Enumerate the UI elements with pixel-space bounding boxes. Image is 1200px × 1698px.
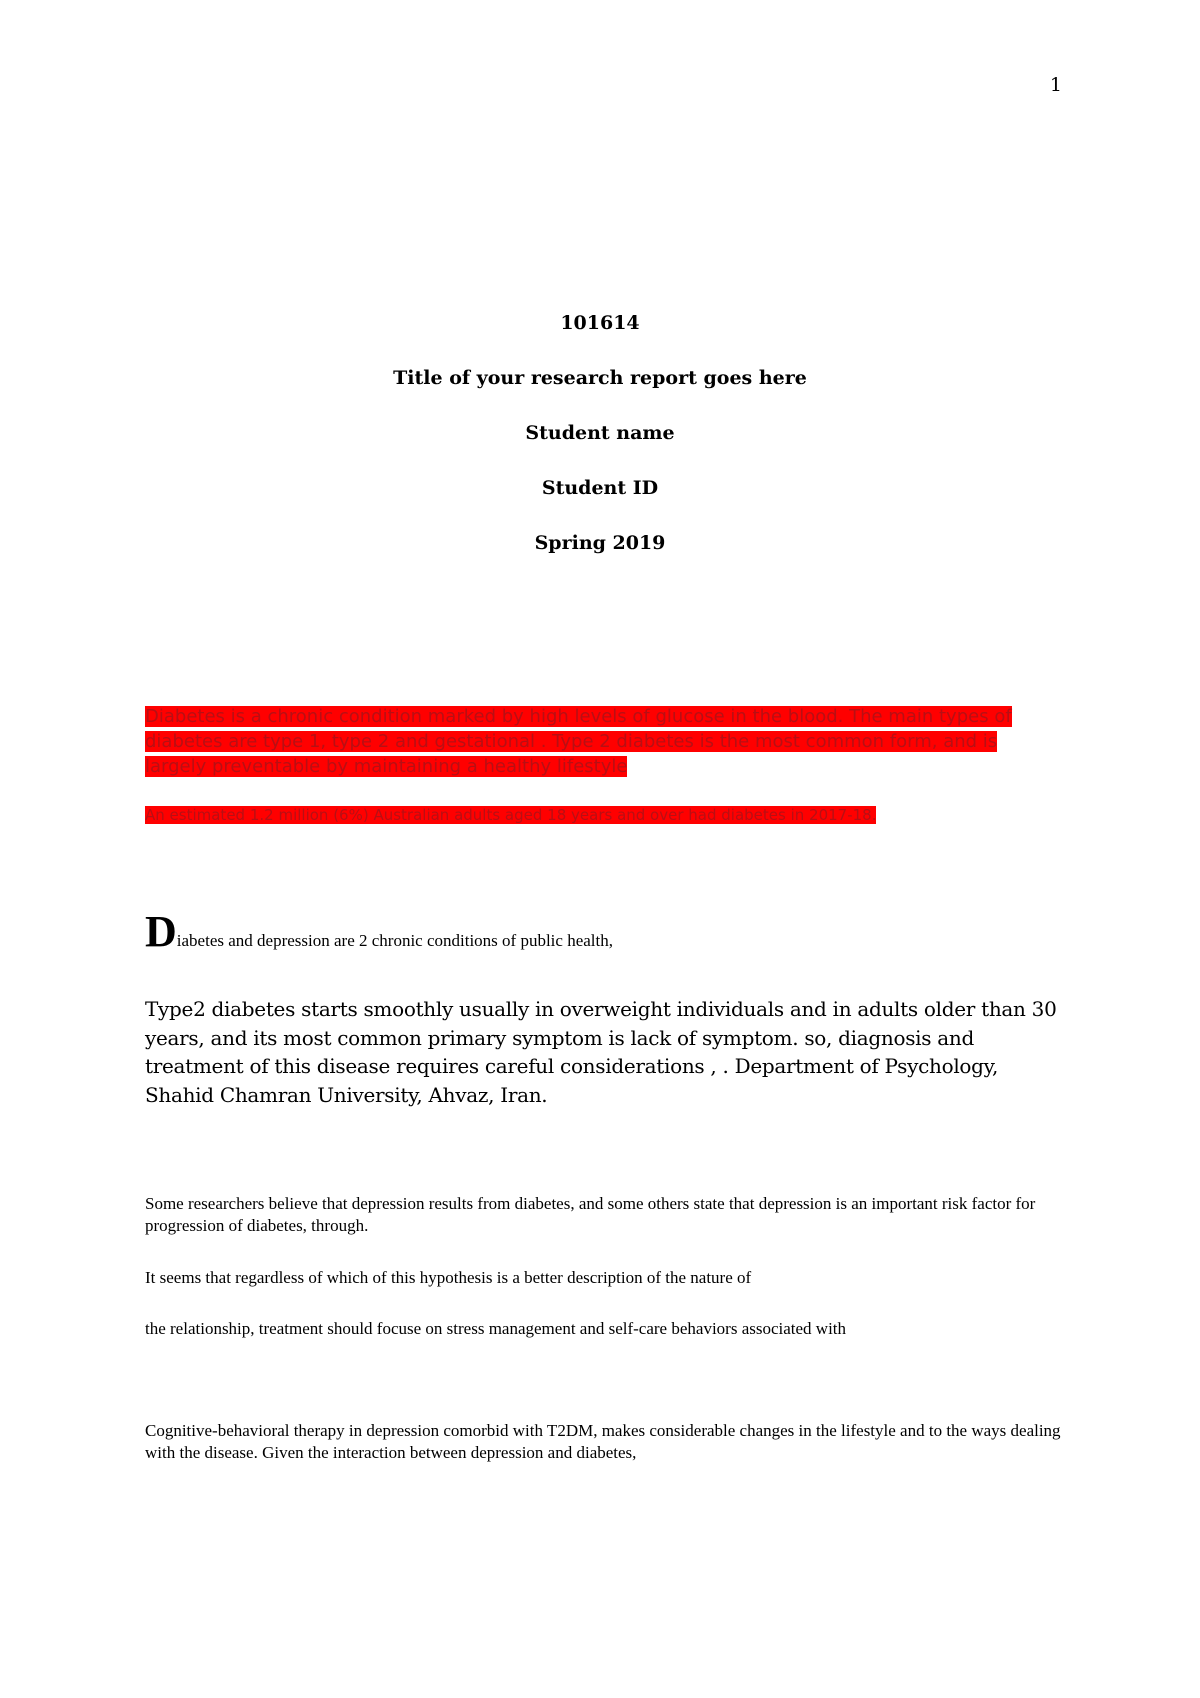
page-number: 1: [1049, 74, 1062, 96]
paragraph-relationship: the relationship, treatment should focuse on stress management and self-care behaviors associated with: [145, 1319, 847, 1338]
student-name: Student name: [525, 422, 675, 444]
paragraph-hypothesis: It seems that regardless of which of this hypothesis is a better description of the nature of: [145, 1268, 752, 1287]
paragraph-cbt: Cognitive-behavioral therapy in depression comorbid with T2DM, makes considerable changes in the lifestyle and to the ways dealing with the disease. Given the interaction between depression and diabetes,: [145, 1421, 1061, 1462]
intro-paragraph: [145, 907, 1065, 956]
highlighted-text: An estimated 1.2 million (6%) Australian adults aged 18 years and over had diabetes in 2017-18.: [145, 806, 877, 824]
intro-text: iabetes and depression are 2 chronic conditions of public health,: [176, 931, 613, 950]
drop-cap: D: [145, 907, 177, 956]
highlighted-paragraph-statistic: [145, 805, 1055, 825]
course-code: 101614: [560, 312, 640, 334]
report-title: Title of your research report goes here: [393, 367, 807, 389]
paragraph-researchers: Some researchers believe that depression results from diabetes, and some others state that depression is an important risk factor for progression of diabetes, through.: [145, 1194, 1036, 1235]
paragraph-type2-diabetes: Type2 diabetes starts smoothly usually in overweight individuals and in adults older than 30 years, and its most common primary symptom is lack of symptom. so, diagnosis and treatment of this disease requires careful considerations , . Department of Psychology, Shahid Chamran University, Ahvaz, Iran.: [145, 997, 1057, 1107]
semester: Spring 2019: [534, 532, 666, 554]
student-id: Student ID: [541, 477, 659, 499]
title-page-block: [0, 312, 1200, 587]
highlighted-text: Diabetes is a chronic condition marked by high levels of glucose in the blood. The main types of diabetes are type 1, type 2 and gestational . Type 2 diabetes is the most common form, and is largely preventable by maintaining a healthy lifestyle: [145, 706, 1012, 777]
highlighted-paragraph-diabetes-definition: [145, 704, 1055, 779]
